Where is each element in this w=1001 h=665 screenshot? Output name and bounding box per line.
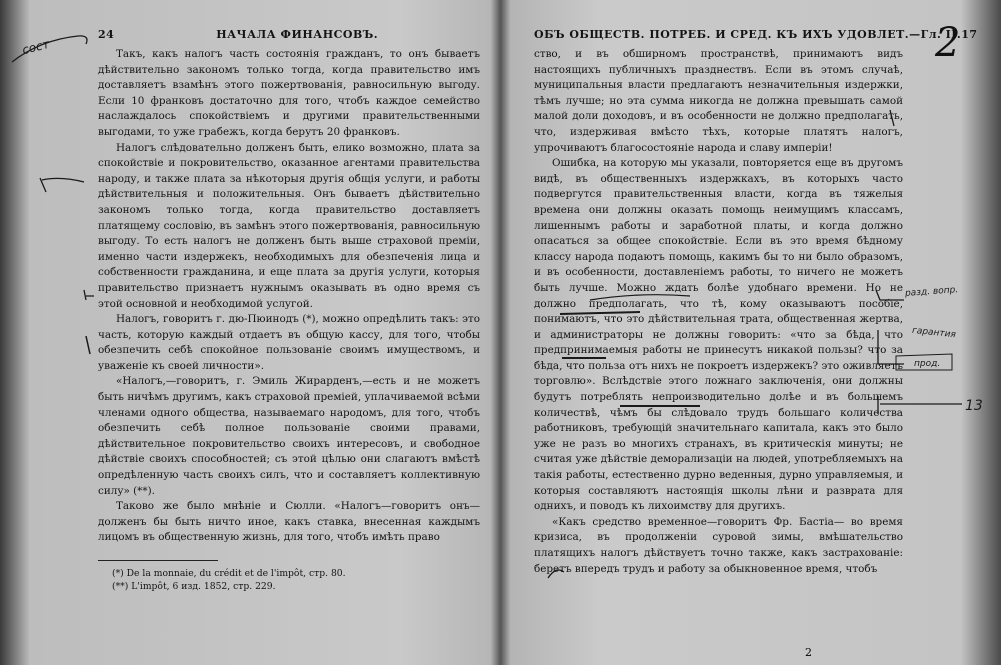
margin-note-right-2: гарантия [911,325,957,341]
right-page-number: 17 [961,28,978,41]
right-running-title: ОБЪ ОБЩЕСТВ. ПОТРЕБ. И СРЕД. КЪ ИХЪ УДОВЛЕТ.—Гл. II. [534,28,962,41]
margin-note-right-3: прод. [914,359,941,369]
left-page-number: 24 [98,28,115,41]
right-running-head [534,28,978,41]
right-paragraph-2: Ошибка, на которую мы указали, повторяется еще въ другомъ видѣ, въ общественныхъ издержкахъ, въ которыхъ часто подвергутся правительственныя власти, когда въ тяжелыя времена они должны оказать помощь неимущимъ классамъ, лишеннымъ работы и заработной платы, и когда должно опасаться за общее спокойствіе. Если въ это время бѣдному классу народа подаютъ помощь, какимъ бы то ни было образомъ, и въ особенности, доставленіемъ работы, то ничего не можетъ быть лучше. Можно ждать болѣе удобнаго времени. Но не должно предполагать, что тѣ, кому оказываютъ пособіе, понимаютъ, что это дѣйствительная трата, общественная жертва, и администраторы не должны говорить: «что за бѣда, что предпринимаемыя работы не принесутъ никакой пользы? что за бѣда, что польза отъ нихъ не покроетъ издержекъ? это оживляетъ торговлю». Вслѣдствіе этого ложнаго заключенія, они должны будутъ потреблять непроизводительно долѣе и въ большемъ количествѣ, чѣмъ бы слѣдовало трудъ большаго количества работниковъ, требующій значительнаго капитала, какъ это было уже не разъ во многихъ странахъ, въ критическія минуты; не считая уже дѣйствіе деморализаціи на людей, употребляемыхъ на такія работы, естественно дурно веденныя, дурно управляемыя, и которыя составляютъ настоящія школы лѣни и разврата для однихъ, и поводъ къ лихоимству для другихъ. [534,157,903,513]
footnote-2: (**) L'impôt, 6 изд. 1852, стр. 229. [112,581,276,592]
left-running-title: НАЧАЛА ФИНАНСОВЪ. [216,28,379,41]
right-paragraph-1: ство, и въ обширномъ пространствѣ, принимаютъ видъ настоящихъ публичныхъ празднествъ. Если въ этомъ случаѣ, муниципальныя власти предлагаютъ незначительныя издержки, тѣмъ лучше; но эта сумма никогда не должна превышать самой малой доли доходовъ, и въ особенности не должно предполагать, что, издерживая вмѣсто тѣхъ, которые платятъ налогъ, упрочиваютъ благосостояніе народа и славу имперіи! [534,48,903,154]
footnote-separator [98,560,218,561]
left-paragraph-2: Налогъ слѣдовательно долженъ быть, елико возможно, плата за спокойствіе и покровительство, оказанное агентами правительства народу, и также плата за нѣкоторыя другія общія услуги, и работы дѣйствительныя и положительныя. Онъ бываетъ дѣйствительно закономъ только тогда, когда правительство доставляетъ платящему сословію, въ замѣнъ этого пожертвованія, равносильную выгоду. То есть налогъ не долженъ быть выше страховой преміи, именно части издержекъ, необходимыхъ для обезпеченія лица и собственности гражданина, и еще плата за другія услуги, которыя правительство признаетъ нужнымъ оказывать въ одно время съ этой основной и необходимой услугой. [98,141,480,310]
right-bottom-number: 2 [805,646,812,659]
left-paragraph-1: Такъ, какъ налогъ часть состоянія гражданъ, то онъ бываетъ дѣйствительно закономъ только тогда, когда правительство имъ доставляетъ взамѣнъ этого пожертвованія, равносильную выгоду. Если 10 франковъ достаточно для того, чтобъ каждое семейство наслаждалось спокойствіемъ и другими правительственными выгодами, то уже грабежъ, когда берутъ 20 франковъ. [98,48,480,138]
margin-note-right-1: разд. вопр. [904,285,959,299]
right-paragraph-3: «Какъ средство временное—говоритъ Фр. Бастіа— во время кризиса, въ продолженіи суровой зимы, вмѣшательство платящихъ налогъ дѣйствуетъ точно также, какъ застрахованіе: беретъ впередъ трудъ и работу за обыкновенное время, чтобъ [534,515,903,575]
left-paragraph-5: Таково же было мнѣніе и Сюлли. «Налогъ—говоритъ онъ—долженъ бы быть ничто иное, какъ ставка, внесенная каждымъ лицомъ въ общественную жизнь, для того, чтобъ имѣть право [98,500,480,544]
left-paragraph-3: Налогъ, говоритъ г. дю-Пюинодъ (*), можно опредѣлить такъ: это часть, которую каждый отдаетъ въ общую кассу, для того, чтобы обезпечить себѣ спокойное пользованіе своимъ имуществомъ, и уваженіе къ своей личности». [98,313,480,372]
left-running-head [98,28,480,41]
margin-note-top-left: сост [20,36,51,58]
margin-note-right-4: 13 [965,398,983,414]
handwritten-numeral: 2 [935,20,961,66]
left-paragraph-4: «Налогъ,—говоритъ, г. Эмиль Жирарденъ,—есть и не можетъ быть ничѣмъ другимъ, какъ страховой преміей, уплачиваемой всѣми членами одного общества, называемаго народомъ, для того, чтобъ обезпечить себѣ полное пользованіе своими правами, дѣйствительное покровительство своихъ интересовъ, и свободное дѣйствіе своихъ способностей; съ этой цѣлью они слагаютъ вмѣстѣ опредѣленную часть своихъ силъ, что и составляетъ коллективную силу» (**). [98,375,480,497]
left-page [0,0,498,665]
footnote-1: (*) De la monnaie, du crédit et de l'impôt, стр. 80. [112,568,346,579]
